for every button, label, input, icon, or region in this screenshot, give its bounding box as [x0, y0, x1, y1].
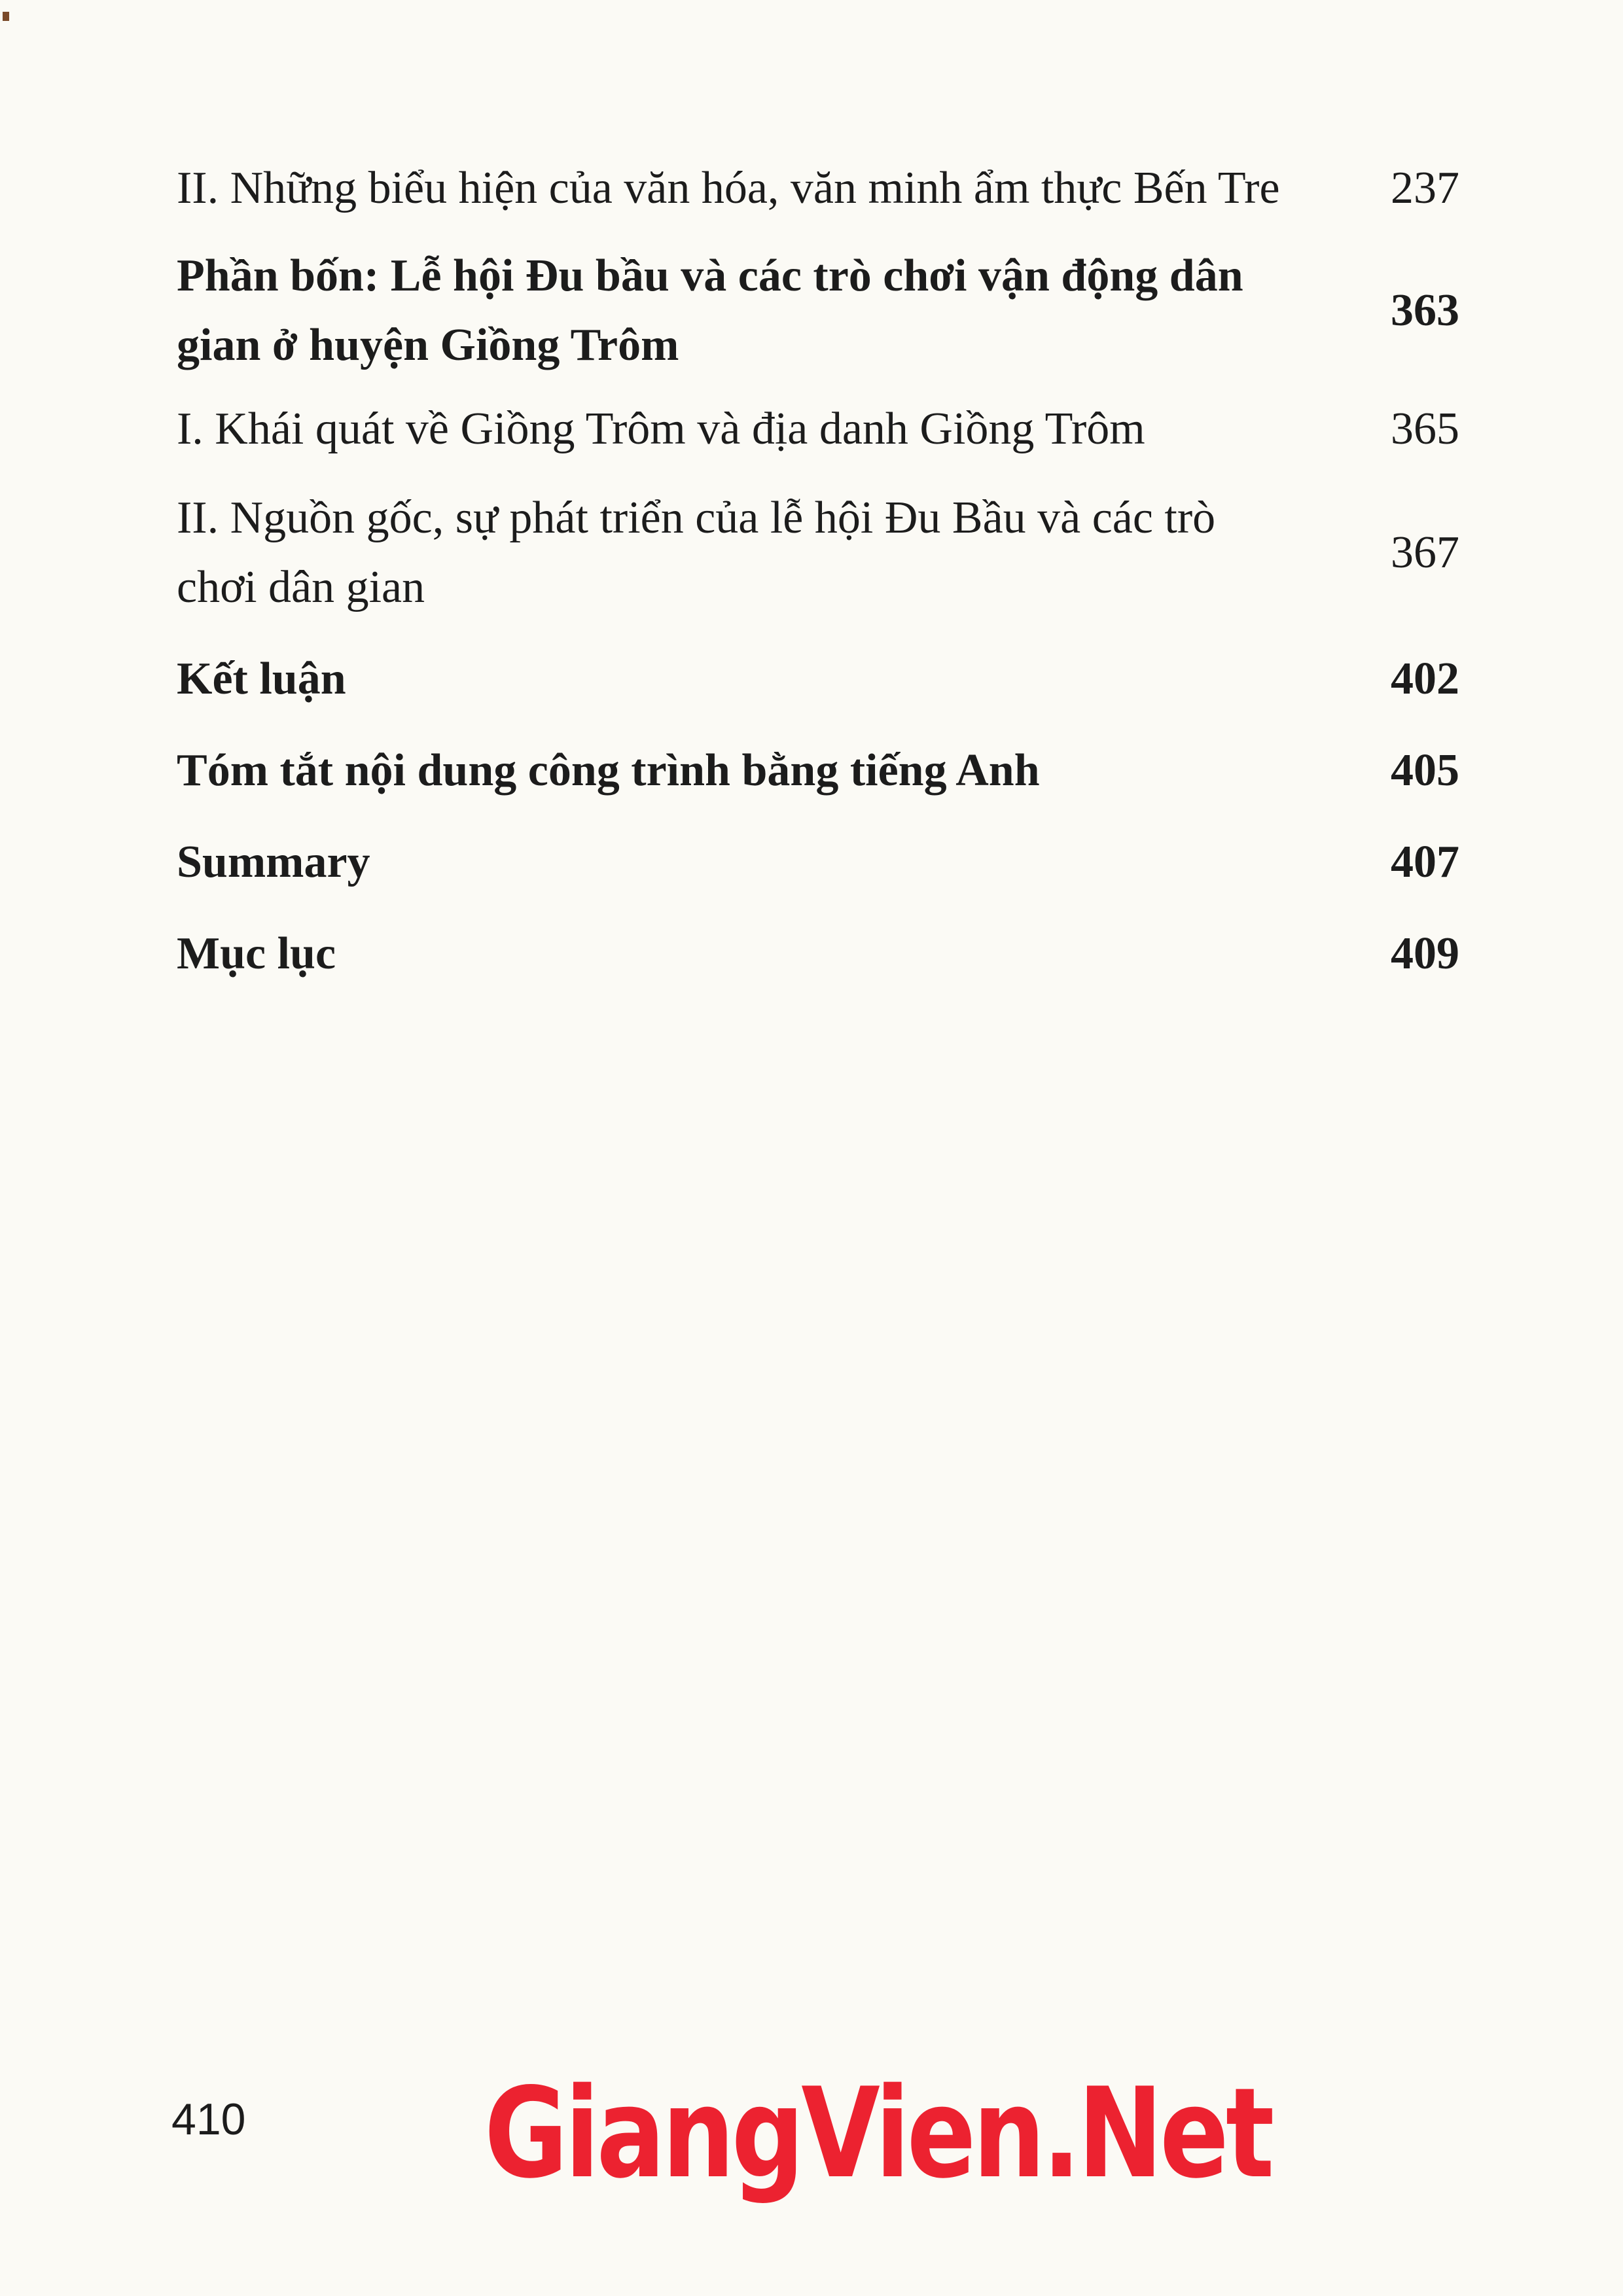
page-number: 410 [171, 2094, 246, 2144]
toc-entry-page: 365 [1391, 404, 1459, 454]
toc-entry [177, 919, 1459, 989]
watermark-logo: GiangVien.Net [484, 2061, 1272, 2206]
toc-entry [177, 395, 1459, 464]
toc-entry-title: II. Nguồn gốc, sự phát triển của lễ hội Đu Bầu và các trò chơi dân gian [177, 493, 1216, 612]
scan-fleck [3, 12, 9, 21]
toc-entry [177, 484, 1459, 622]
toc-entry [177, 828, 1459, 897]
toc-entry-title: Phần bốn: Lễ hội Đu bầu và các trò chơi vận động dân gian ở huyện Giồng Trôm [177, 251, 1243, 370]
toc-entry-page: 409 [1391, 928, 1459, 979]
toc-entry-title: I. Khái quát về Giồng Trôm và địa danh Giồng Trôm [177, 404, 1145, 454]
toc-entry-page: 363 [1391, 285, 1459, 336]
toc-entry-page: 367 [1391, 527, 1459, 578]
toc-entry [177, 645, 1459, 714]
toc-entry-page: 402 [1391, 654, 1459, 704]
toc-entry-page: 405 [1391, 745, 1459, 796]
toc-entry-title: II. Những biểu hiện của văn hóa, văn minh ẩm thực Bến Tre [177, 163, 1280, 213]
table-of-contents [177, 154, 1459, 989]
toc-entry [177, 241, 1459, 380]
toc-entry [177, 736, 1459, 805]
toc-entry-page: 237 [1391, 163, 1459, 213]
toc-entry-page: 407 [1391, 837, 1459, 887]
toc-entry-title: Mục lục [177, 928, 336, 979]
toc-entry-title: Summary [177, 837, 370, 887]
toc-entry [177, 154, 1459, 223]
toc-entry-title: Kết luận [177, 654, 346, 704]
toc-entry-title: Tóm tắt nội dung công trình bằng tiếng Anh [177, 745, 1040, 796]
